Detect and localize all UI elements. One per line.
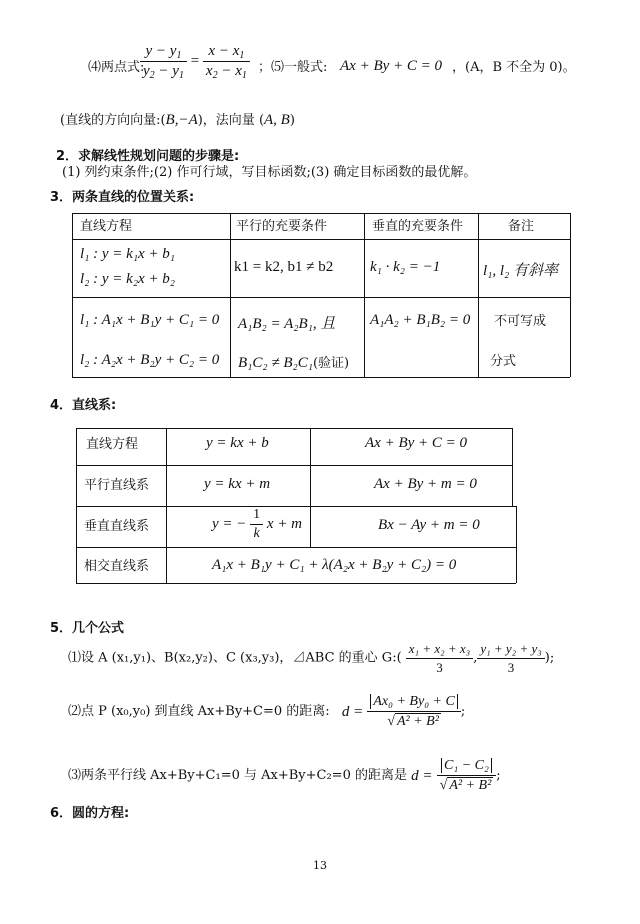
rt-r2-parallel-2: B₁C₂ ≠ B₂C₁ xyxy=(238,355,313,371)
lf-r2-den: k xyxy=(253,526,260,541)
rt-r1-note: l₁, l₂ 有斜率 xyxy=(483,263,559,279)
rt-r2-eq2: l₂ : A₂x + B₂y + C₂ = 0 xyxy=(80,352,220,368)
section-2-steps: (1) 列约束条件;(2) 作可行域，写目标函数;(3) 确定目标函数的最优解。 xyxy=(62,165,477,180)
two-point-rhs-den: x xyxy=(205,63,213,79)
lf-r2-col2: Bx − Ay + m = 0 xyxy=(378,517,480,533)
lf-r2-y: y = − xyxy=(212,515,247,532)
sub: 1 xyxy=(178,70,184,81)
general-form-label: ；⑸一般式: xyxy=(258,60,328,75)
centroid-num-y: y₁ + y₂ + y₃ xyxy=(477,641,544,659)
ppd-num: C₁ − C₂ xyxy=(441,758,492,773)
rt-r2-parallel-2-line xyxy=(238,352,349,372)
rt-r1-perp: k₁ · k₂ = −1 xyxy=(370,259,441,275)
pld-end: ; xyxy=(460,704,466,719)
rt-r2-note-1: 不可写成 xyxy=(494,314,547,329)
rt-r2-parallel-1: A₁B₂ = A₂B₁, 且 xyxy=(238,316,336,332)
page-number: 13 xyxy=(313,859,327,872)
lf-label-1: 平行直线系 xyxy=(84,478,150,493)
section-2-title: 2．求解线性规划问题的步骤是: xyxy=(56,149,240,164)
section-4-title: 4．直线系: xyxy=(50,398,117,413)
dv-text-b: )，法向量 ( xyxy=(197,113,265,128)
two-point-lhs-den-b: − y xyxy=(154,63,179,79)
formula-parallel-distance: ⑶两条平行线 Ax+By+C₁=0 与 Ax+By+C₂=0 的距离是 d = $\frac{\text{C₁ − C₂}}{\text{√ A² + B²}}$ ; xyxy=(68,758,501,793)
lf-r1-col1: y = kx + m xyxy=(204,476,271,492)
lf-r2-num: 1 xyxy=(250,507,263,525)
general-form-note: ，(A，B 不全为 0)。 xyxy=(452,60,576,75)
rt-r2-perp: A₁A₂ + B₁B₂ = 0 xyxy=(370,312,471,328)
direction-vector-line xyxy=(60,112,295,129)
centroid-den-x: 3 xyxy=(436,660,443,675)
centroid-text: ⑴设 A (x₁,y₁)、B(x₂,y₂)、C (x₃,y₃)，⊿ABC 的重心 G:( xyxy=(68,650,402,666)
lf-r2-col1 xyxy=(212,507,302,542)
pld-den: A² + B² xyxy=(396,714,439,729)
lf-r2-rest: x + m xyxy=(266,515,303,532)
pld-text: ⑵点 P (x₀,y₀) 到直线 Ax+By+C=0 的距离: xyxy=(68,704,330,719)
centroid-den-y: 3 xyxy=(507,660,515,675)
two-point-lhs-den: y xyxy=(143,63,150,79)
centroid-end: ); xyxy=(544,650,555,666)
formula-centroid xyxy=(68,641,554,676)
ppd-end: ; xyxy=(496,768,501,783)
dv-text-c: ) xyxy=(289,113,295,128)
rt-r2-eq1: l₁ : A₁x + B₁y + C₁ = 0 xyxy=(80,312,220,328)
formula-point-line-distance: ⑵点 P (x₀,y₀) 到直线 Ax+By+C=0 的距离: d = $\frac{\text{Ax₀ + By₀ + C}}{\text{√ A² + B²}}$ ; xyxy=(68,694,466,729)
rt-r2-note-2: 分式 xyxy=(490,354,517,369)
two-point-rhs-num: x − x xyxy=(208,43,240,59)
rt-header-perpendicular: 垂直的充要条件 xyxy=(372,219,464,234)
ppd-den: A² + B² xyxy=(449,778,492,793)
rt-header-equation: 直线方程 xyxy=(80,219,133,234)
lf-r0-col2: Ax + By + C = 0 xyxy=(365,435,468,451)
lf-r3-span: A₁x + B₁y + C₁ + λ(A₂x + B₂y + C₂) = 0 xyxy=(212,557,457,573)
general-form-equation: Ax + By + C = 0 xyxy=(340,58,443,74)
equals-sign: = xyxy=(190,52,200,69)
centroid-num-x: x₁ + x₂ + x₃ xyxy=(406,641,473,659)
two-point-lhs-num: y − y xyxy=(145,43,177,59)
pld-d: d = xyxy=(341,704,364,720)
direction-vector: B,−A xyxy=(165,112,198,128)
lf-label-3: 相交直线系 xyxy=(84,559,150,574)
section-5-title: 5．几个公式 xyxy=(50,621,125,636)
two-point-rhs-den-b: − x xyxy=(217,63,242,79)
rt-r2-verify-note: (验证) xyxy=(312,356,350,371)
rt-header-note: 备注 xyxy=(508,219,535,234)
section-6-title: 6．圆的方程: xyxy=(50,806,130,821)
lf-r1-col2: Ax + By + m = 0 xyxy=(374,476,477,492)
two-point-label: ⑷两点式: xyxy=(88,60,145,75)
rt-r1-eq1: l₁ : y = k₁x + b₁ xyxy=(80,246,176,262)
dv-text-a: (直线的方向向量:( xyxy=(60,113,166,128)
rt-r1-eq2: l₂ : y = k₂x + b₂ xyxy=(80,271,176,287)
two-point-formula xyxy=(140,43,250,80)
section-3-title: 3．两条直线的位置关系: xyxy=(50,190,195,205)
centroid-comma: , xyxy=(473,650,478,666)
sub: 2 xyxy=(212,70,218,81)
normal-vector: A, B xyxy=(264,112,290,128)
sub: 1 xyxy=(239,50,245,61)
pld-num: Ax₀ + By₀ + C xyxy=(370,694,458,709)
ppd-d: d = xyxy=(411,768,433,784)
sub: 1 xyxy=(176,50,182,61)
lf-r0-col1: y = kx + b xyxy=(206,435,269,451)
lf-label-2: 垂直直线系 xyxy=(84,519,150,534)
ppd-text: ⑶两条平行线 Ax+By+C₁=0 与 Ax+By+C₂=0 的距离是 xyxy=(68,768,407,783)
sub: 1 xyxy=(241,70,247,81)
rt-header-parallel: 平行的充要条件 xyxy=(236,219,328,234)
rt-r1-parallel: k1 = k2, b1 ≠ b2 xyxy=(234,259,334,275)
sub: 2 xyxy=(149,70,155,81)
lf-label-0: 直线方程 xyxy=(86,437,139,452)
